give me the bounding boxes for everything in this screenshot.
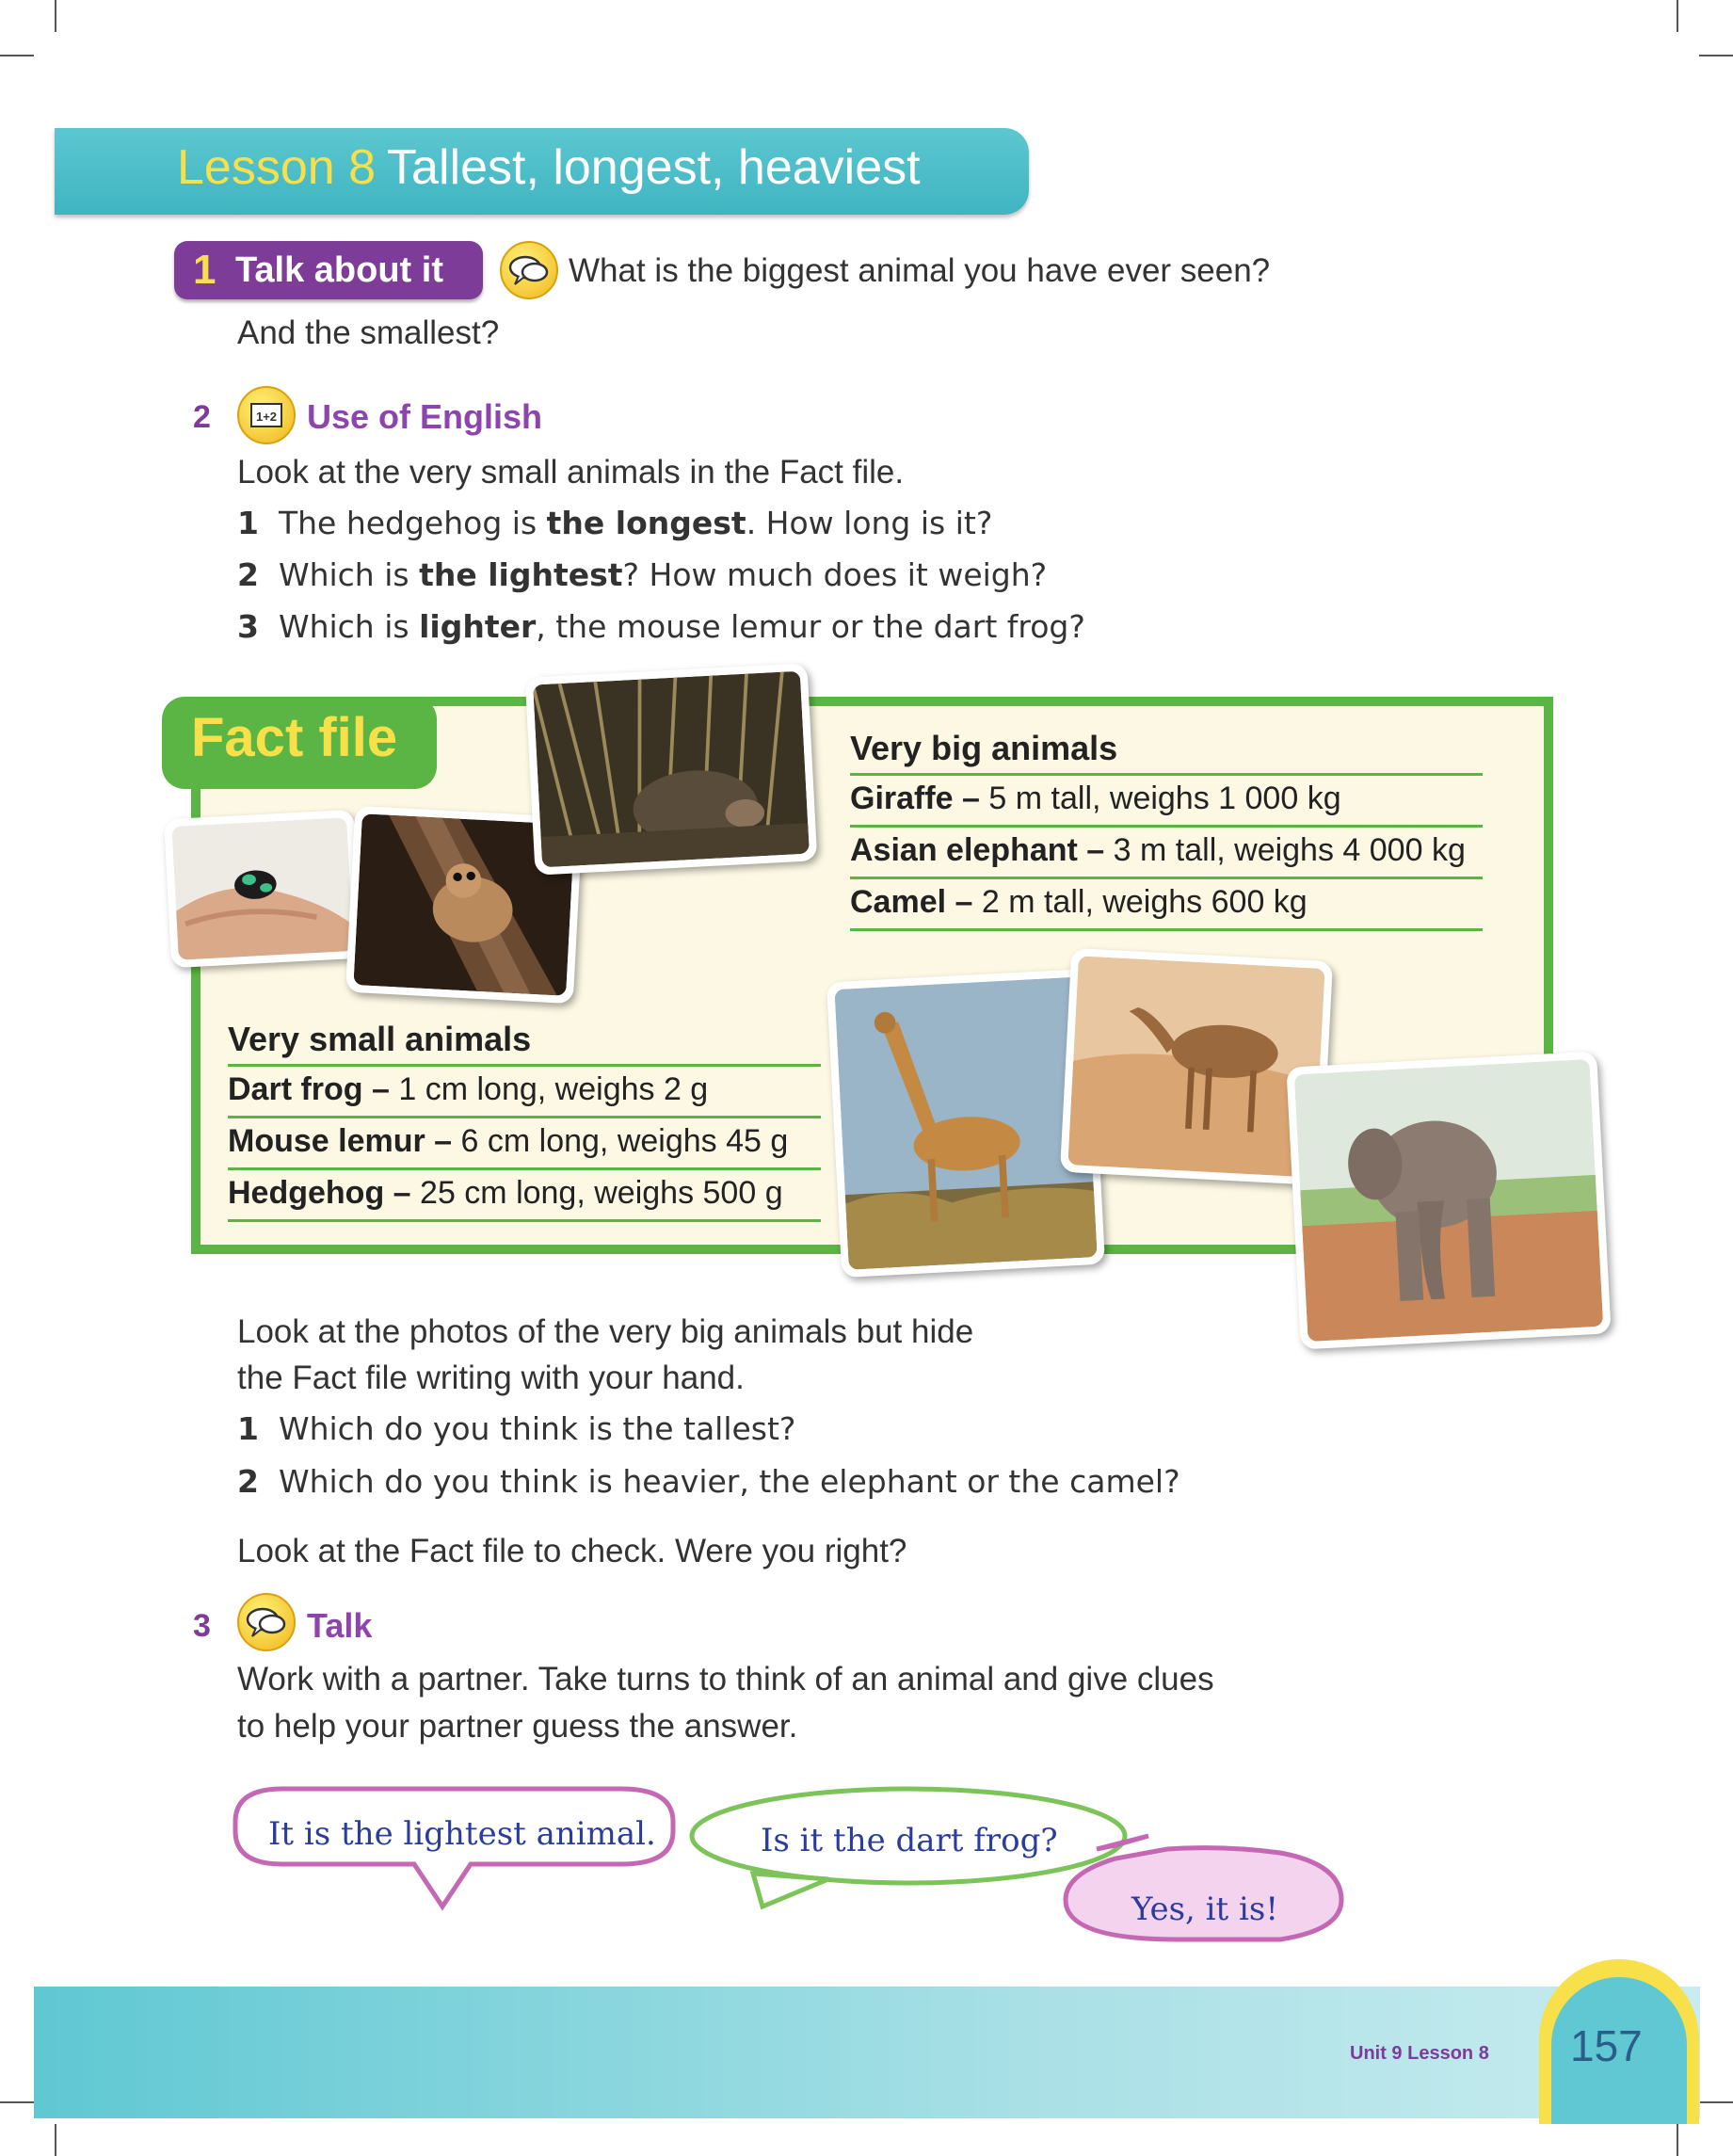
lesson-title bbox=[177, 139, 921, 196]
small-animal-row: Dart frog – 1 cm long, weighs 2 g bbox=[228, 1071, 709, 1107]
crop-mark bbox=[1699, 55, 1733, 56]
section-2-number: 2 bbox=[193, 399, 211, 435]
crop-mark bbox=[1677, 0, 1678, 32]
elephant-photo bbox=[1286, 1052, 1611, 1350]
part2-line1: Look at the photos of the very big animals but hide bbox=[237, 1313, 974, 1350]
divider bbox=[850, 773, 1483, 776]
footer-unit-label: Unit 9 Lesson 8 bbox=[1350, 2043, 1489, 2064]
section-1-number: 1 bbox=[193, 247, 217, 293]
bubble-2-tail bbox=[753, 1874, 828, 1907]
big-animal-row: Camel – 2 m tall, weighs 600 kg bbox=[850, 884, 1308, 920]
part2-line2: the Fact file writing with your hand. bbox=[237, 1360, 745, 1396]
divider bbox=[228, 1167, 821, 1170]
section-1-question-2: And the smallest? bbox=[237, 314, 500, 351]
part2-item: 2 Which do you think is heavier, the elephant or the camel? bbox=[237, 1463, 1180, 1500]
big-animal-row: Asian elephant – 3 m tall, weighs 4 000 kg bbox=[850, 832, 1466, 868]
lesson-number: Lesson 8 bbox=[177, 140, 377, 195]
section-3-title: Talk bbox=[307, 1606, 373, 1645]
use-of-english-icon-label: 1+2 bbox=[250, 403, 282, 427]
small-animal-row: Mouse lemur – 6 cm long, weighs 45 g bbox=[228, 1123, 789, 1159]
part2-check: Look at the Fact file to check. Were you right? bbox=[237, 1533, 907, 1569]
big-animals-heading: Very big animals bbox=[850, 729, 1118, 767]
divider bbox=[228, 1219, 821, 1222]
lesson-title-text: Tallest, longest, heaviest bbox=[387, 140, 921, 195]
bubble-2-text: Is it the dart frog? bbox=[761, 1822, 1058, 1859]
divider bbox=[228, 1064, 821, 1067]
section-3-line2: to help your partner guess the answer. bbox=[237, 1708, 798, 1745]
section-1-question-1: What is the biggest animal you have ever seen? bbox=[569, 252, 1271, 289]
section-2-title: Use of English bbox=[307, 397, 543, 436]
speech-bubbles-icon bbox=[500, 241, 558, 299]
crop-mark bbox=[1699, 2101, 1733, 2103]
crop-mark bbox=[1677, 2124, 1678, 2156]
page-number: 157 bbox=[1570, 2021, 1643, 2070]
crop-mark bbox=[55, 0, 56, 32]
big-animal-row: Giraffe – 5 m tall, weighs 1 000 kg bbox=[850, 780, 1341, 816]
section-2-intro: Look at the very small animals in the Fact file. bbox=[237, 454, 905, 491]
section-2-item: 3 Which is lighter, the mouse lemur or the dart frog? bbox=[237, 608, 1085, 645]
crop-mark bbox=[55, 2124, 56, 2156]
divider bbox=[850, 877, 1483, 879]
small-animal-row: Hedgehog – 25 cm long, weighs 500 g bbox=[228, 1175, 783, 1211]
divider bbox=[228, 1116, 821, 1118]
section-2-item: 1 The hedgehog is the longest. How long is it? bbox=[237, 505, 993, 541]
hedgehog-photo bbox=[525, 663, 818, 875]
section-2-item: 2 Which is the lightest? How much does it weigh? bbox=[237, 556, 1048, 593]
section-1-label: Talk about it bbox=[235, 250, 443, 290]
divider bbox=[850, 825, 1483, 828]
divider bbox=[850, 928, 1483, 931]
fact-file-title: Fact file bbox=[191, 707, 398, 768]
crop-mark bbox=[0, 55, 34, 56]
section-3-line1: Work with a partner. Take turns to think of an animal and give clues bbox=[237, 1661, 1214, 1697]
part2-item: 1 Which do you think is the tallest? bbox=[237, 1410, 796, 1447]
section-3-number: 3 bbox=[193, 1608, 211, 1644]
bubble-3-text: Yes, it is! bbox=[1131, 1891, 1279, 1928]
bubble-1-text: It is the lightest animal. bbox=[268, 1815, 656, 1853]
speech-bubbles-graphic bbox=[226, 1779, 1346, 1968]
dart-frog-photo bbox=[164, 810, 361, 968]
speech-bubbles-icon bbox=[237, 1593, 296, 1651]
use-of-english-icon bbox=[237, 386, 296, 444]
small-animals-heading: Very small animals bbox=[228, 1020, 532, 1058]
crop-mark bbox=[0, 2101, 34, 2103]
